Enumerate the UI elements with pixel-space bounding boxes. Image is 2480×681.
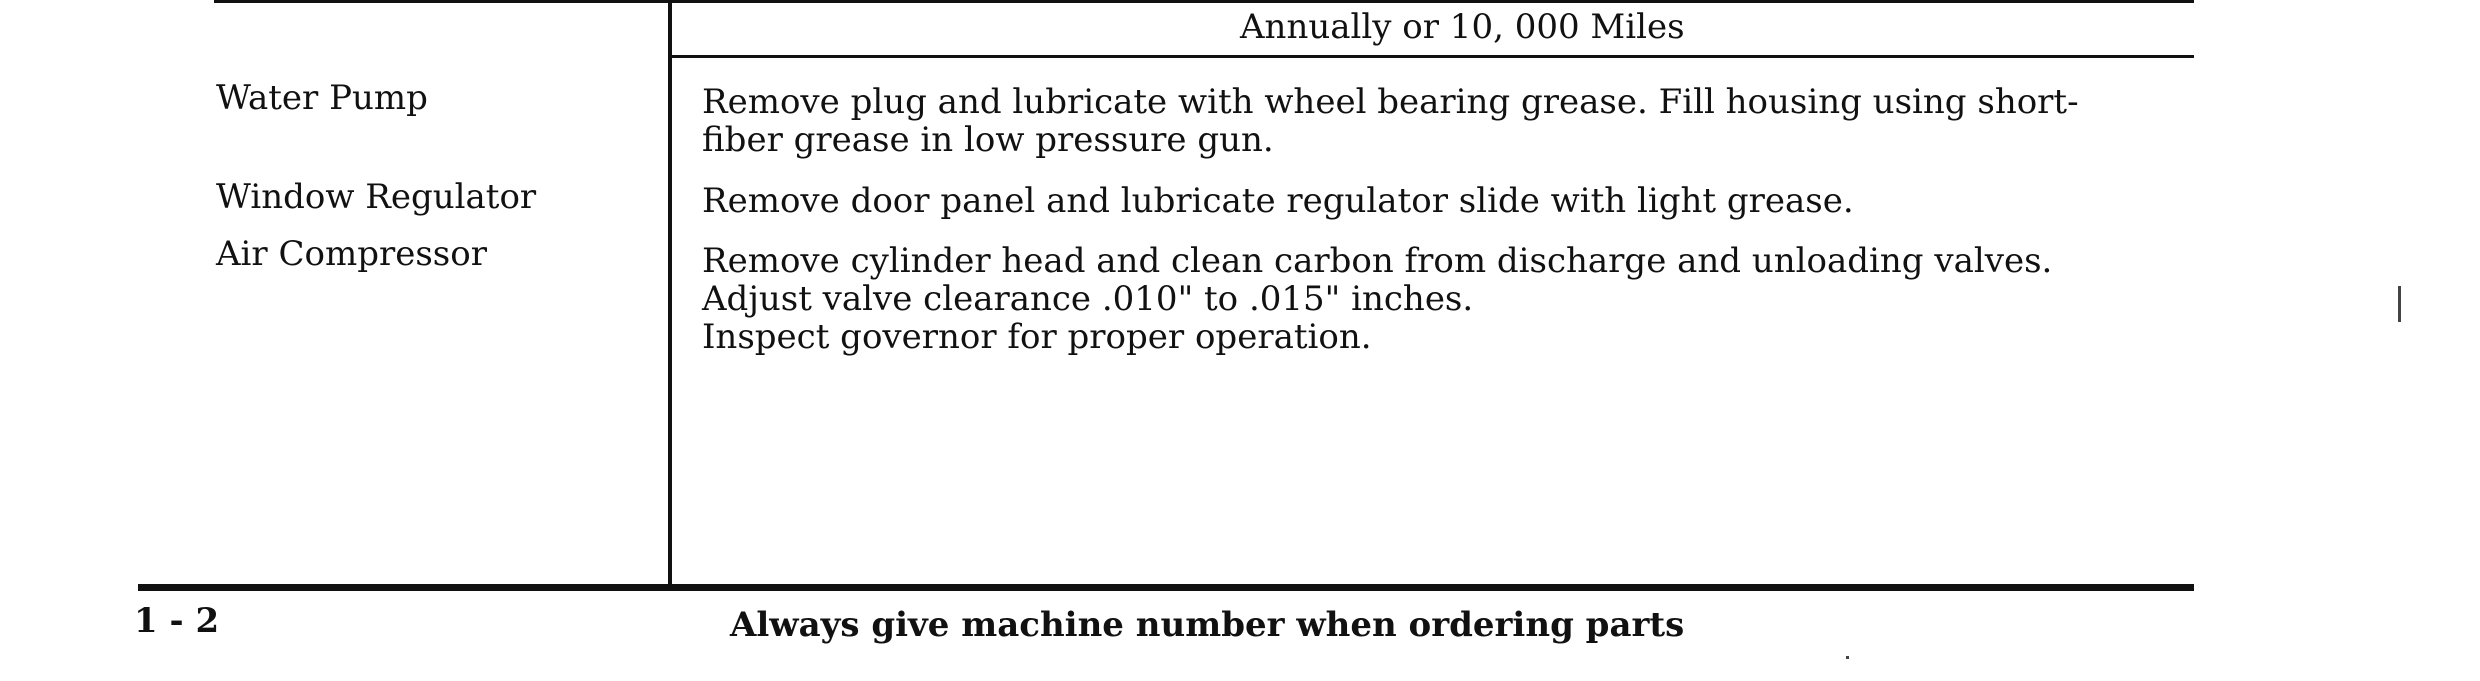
scan-mark [1846,656,1849,659]
item-label-window-regulator: Window Regulator [216,177,537,217]
item-label-water-pump: Water Pump [216,78,428,118]
description-line: Inspect governor for proper operation. [702,317,1372,357]
description-line: Remove cylinder head and clean carbon from discharge and unloading valves. [702,241,2053,281]
description-line: Remove plug and lubricate with wheel bearing grease. Fill housing using short- [702,82,2079,122]
bottom-rule [138,584,2194,591]
top-rule [214,0,2194,3]
column-divider [668,0,672,588]
header-rule [668,55,2194,58]
footer-note: Always give machine number when ordering parts [730,605,1685,645]
description-line: Adjust valve clearance .010" to .015" inches. [702,279,1474,319]
item-label-air-compressor: Air Compressor [216,234,487,274]
item-description-air-compressor [702,242,2052,356]
page-number: 1 - 2 [134,601,220,641]
description-line: fiber grease in low pressure gun. [702,120,1274,160]
description-line: Remove door panel and lubricate regulator slide with light grease. [702,181,1854,221]
item-description-water-pump [702,83,2079,159]
scan-mark [2398,286,2401,322]
item-description-window-regulator [702,182,1854,220]
interval-header: Annually or 10, 000 Miles [1240,7,1685,47]
